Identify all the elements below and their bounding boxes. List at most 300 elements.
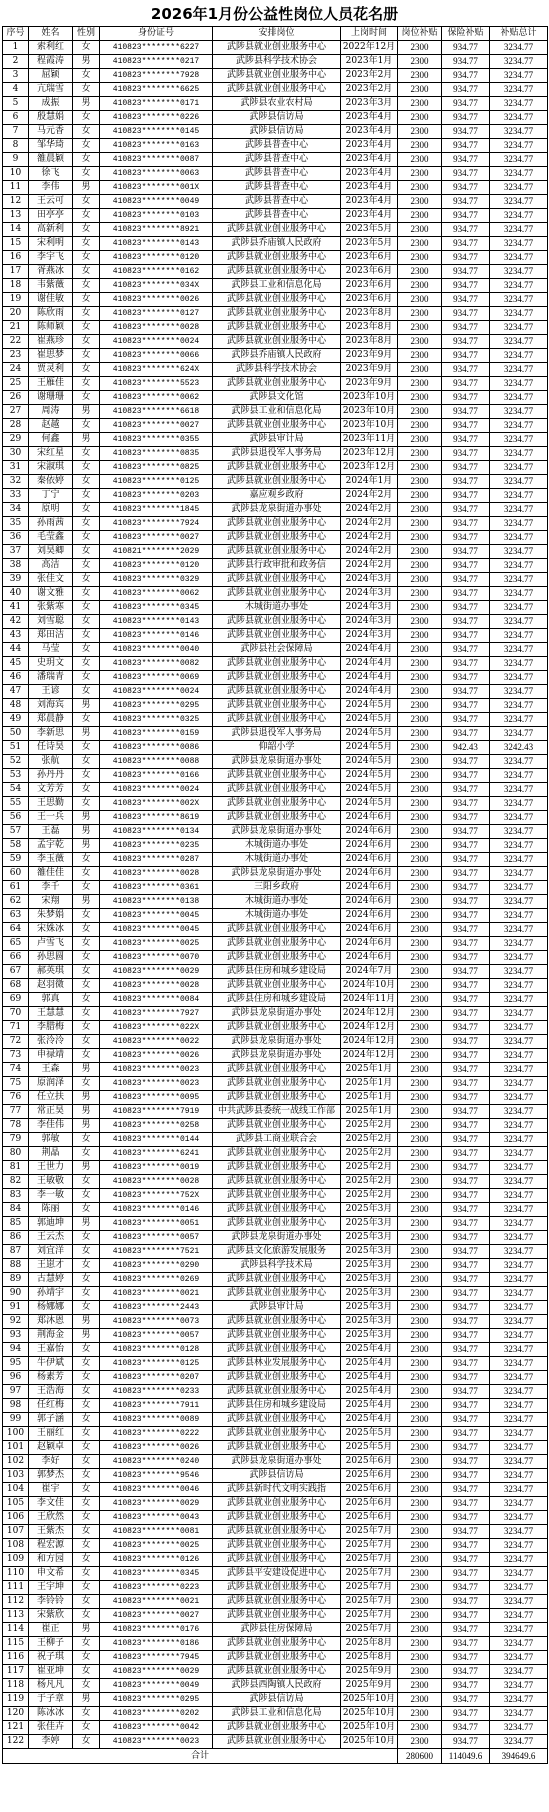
cell-id-number: 410823********0029 [100,965,213,979]
cell-start-date: 2024年5月 [341,755,398,769]
cell-post-subsidy: 2300 [398,153,442,167]
cell-post: 武陟县就业创业服务中心 [213,1735,341,1749]
cell-start-date: 2024年1月 [341,475,398,489]
cell-id-number: 410823********2443 [100,1301,213,1315]
cell-name: 杨娜娜 [29,1301,73,1315]
cell-post: 武陟县科学技术局 [213,1259,341,1273]
cell-gender: 男 [73,699,100,713]
cell-post: 武陟县就业创业服务中心 [213,545,341,559]
cell-gender: 女 [73,1133,100,1147]
cell-index: 120 [3,1707,29,1721]
cell-post-subsidy: 2300 [398,1329,442,1343]
cell-post: 武陟县退役军人事务局 [213,447,341,461]
table-row [3,895,548,909]
cell-insurance-subsidy: 934.77 [442,965,490,979]
cell-insurance-subsidy: 934.77 [442,1091,490,1105]
cell-post: 武陟县信访局 [213,111,341,125]
cell-total-subsidy: 3234.77 [490,139,548,153]
table-row [3,1049,548,1063]
cell-total-subsidy: 3234.77 [490,223,548,237]
cell-post: 武陟县工业和信息化局 [213,1707,341,1721]
cell-post: 武陟县农业农村局 [213,97,341,111]
cell-post-subsidy: 2300 [398,741,442,755]
cell-gender: 女 [73,1371,100,1385]
table-row [3,475,548,489]
cell-total-subsidy: 3234.77 [490,881,548,895]
cell-name: 邹华琦 [29,139,73,153]
cell-start-date: 2023年4月 [341,209,398,223]
cell-index: 115 [3,1637,29,1651]
cell-id-number: 410823********0134 [100,825,213,839]
cell-post: 武陟县龙泉街道办事处 [213,755,341,769]
table-row [3,1119,548,1133]
cell-id-number: 410823********0171 [100,97,213,111]
table-row [3,825,548,839]
cell-insurance-subsidy: 934.77 [442,1329,490,1343]
table-row [3,1721,548,1735]
cell-gender: 女 [73,1609,100,1623]
cell-name: 宋翔 [29,895,73,909]
cell-index: 74 [3,1063,29,1077]
cell-index: 42 [3,615,29,629]
cell-insurance-subsidy: 934.77 [442,125,490,139]
cell-total-subsidy: 3234.77 [490,251,548,265]
cell-gender: 女 [73,167,100,181]
cell-total-subsidy: 3234.77 [490,489,548,503]
cell-name: 李文佳 [29,1497,73,1511]
col-post-subsidy: 岗位补贴 [398,27,442,41]
cell-id-number: 410823********0095 [100,1091,213,1105]
cell-post: 武陟县就业创业服务中心 [213,1721,341,1735]
cell-start-date: 2025年6月 [341,1455,398,1469]
cell-post-subsidy: 2300 [398,1651,442,1665]
cell-id-number: 410823********0019 [100,1161,213,1175]
cell-post: 木城街道办事处 [213,909,341,923]
cell-id-number: 410823********0146 [100,629,213,643]
cell-total-subsidy: 3234.77 [490,97,548,111]
cell-post-subsidy: 2300 [398,1707,442,1721]
cell-total-subsidy: 3234.77 [490,181,548,195]
table-row [3,587,548,601]
cell-total-subsidy: 3234.77 [490,811,548,825]
cell-id-number: 410823********0023 [100,1077,213,1091]
cell-gender: 女 [73,1385,100,1399]
cell-name: 王世力 [29,1161,73,1175]
cell-index: 86 [3,1231,29,1245]
cell-gender: 女 [73,489,100,503]
cell-name: 谢佳敏 [29,293,73,307]
cell-start-date: 2025年4月 [341,1399,398,1413]
cell-id-number: 410823********8921 [100,223,213,237]
col-post: 安排岗位 [213,27,341,41]
cell-insurance-subsidy: 934.77 [442,1273,490,1287]
cell-insurance-subsidy: 934.77 [442,349,490,363]
cell-total-subsidy: 3234.77 [490,1413,548,1427]
cell-total-subsidy: 3234.77 [490,1217,548,1231]
cell-name: 王谚 [29,685,73,699]
table-row [3,1441,548,1455]
cell-index: 70 [3,1007,29,1021]
table-row [3,1483,548,1497]
cell-id-number: 410823********0063 [100,167,213,181]
cell-total-subsidy: 3234.77 [490,1595,548,1609]
cell-post-subsidy: 2300 [398,1385,442,1399]
table-row [3,1469,548,1483]
cell-total-subsidy: 3234.77 [490,209,548,223]
cell-index: 33 [3,489,29,503]
cell-name: 王慧慧 [29,1007,73,1021]
cell-name: 刘雪聪 [29,615,73,629]
cell-index: 71 [3,1021,29,1035]
table-row [3,1595,548,1609]
cell-index: 30 [3,447,29,461]
cell-post-subsidy: 2300 [398,1567,442,1581]
cell-id-number: 410823********0045 [100,909,213,923]
table-row [3,419,548,433]
cell-gender: 女 [73,41,100,55]
cell-insurance-subsidy: 934.77 [442,251,490,265]
cell-id-number: 410823********7924 [100,517,213,531]
cell-gender: 女 [73,1301,100,1315]
cell-index: 34 [3,503,29,517]
table-row [3,545,548,559]
cell-start-date: 2023年10月 [341,419,398,433]
cell-gender: 女 [73,1413,100,1427]
cell-index: 68 [3,979,29,993]
cell-post-subsidy: 2300 [398,685,442,699]
cell-post: 武陟县就业创业服务中心 [213,1553,341,1567]
cell-index: 65 [3,937,29,951]
cell-insurance-subsidy: 934.77 [442,279,490,293]
cell-id-number: 410823********1845 [100,503,213,517]
cell-name: 孙丹丹 [29,769,73,783]
cell-post: 武陟县就业创业服务中心 [213,265,341,279]
cell-post: 武陟县就业创业服务中心 [213,1217,341,1231]
cell-start-date: 2025年8月 [341,1637,398,1651]
cell-post: 武陟县就业创业服务中心 [213,797,341,811]
cell-gender: 女 [73,643,100,657]
cell-id-number: 410823********0226 [100,111,213,125]
cell-id-number: 410823********0025 [100,1539,213,1553]
cell-name: 秦依婷 [29,475,73,489]
cell-post-subsidy: 2300 [398,1525,442,1539]
cell-id-number: 410823********5523 [100,377,213,391]
cell-id-number: 410823********0162 [100,265,213,279]
cell-name: 宋紫欣 [29,1609,73,1623]
table-row [3,783,548,797]
cell-name: 王柳子 [29,1637,73,1651]
cell-start-date: 2023年3月 [341,97,398,111]
cell-insurance-subsidy: 934.77 [442,1623,490,1637]
table-row [3,797,548,811]
cell-id-number: 410823********7928 [100,69,213,83]
cell-name: 雒佳佳 [29,867,73,881]
cell-id-number: 410823********0125 [100,475,213,489]
cell-index: 32 [3,475,29,489]
cell-post-subsidy: 2300 [398,895,442,909]
cell-insurance-subsidy: 934.77 [442,1483,490,1497]
cell-id-number: 410823********0258 [100,1119,213,1133]
cell-name: 李伟 [29,181,73,195]
cell-name: 王一兵 [29,811,73,825]
cell-total-subsidy: 3234.77 [490,1735,548,1749]
cell-insurance-subsidy: 934.77 [442,1147,490,1161]
cell-start-date: 2024年5月 [341,769,398,783]
cell-start-date: 2024年7月 [341,965,398,979]
cell-insurance-subsidy: 934.77 [442,167,490,181]
cell-id-number: 410823********0126 [100,1553,213,1567]
table-row [3,1609,548,1623]
cell-name: 郑沐恩 [29,1315,73,1329]
page-title: 2026年1月份公益性岗位人员花名册 [150,5,399,23]
cell-index: 80 [3,1147,29,1161]
cell-gender: 女 [73,461,100,475]
cell-gender: 女 [73,993,100,1007]
cell-gender: 女 [73,279,100,293]
cell-start-date: 2023年8月 [341,321,398,335]
cell-post: 武陟县信访局 [213,1469,341,1483]
cell-post-subsidy: 2300 [398,489,442,503]
cell-id-number: 410823********0027 [100,531,213,545]
cell-insurance-subsidy: 934.77 [442,853,490,867]
cell-start-date: 2023年4月 [341,153,398,167]
cell-insurance-subsidy: 934.77 [442,265,490,279]
cell-total-subsidy: 3234.77 [490,1483,548,1497]
table-row [3,965,548,979]
table-row [3,1035,548,1049]
table-row [3,1735,548,1749]
cell-total-subsidy: 3234.77 [490,1497,548,1511]
cell-name: 文芳芳 [29,783,73,797]
table-row [3,321,548,335]
cell-gender: 女 [73,377,100,391]
cell-gender: 女 [73,601,100,615]
table-row [3,405,548,419]
cell-id-number: 410823********0145 [100,125,213,139]
cell-index: 109 [3,1553,29,1567]
cell-post-subsidy: 2300 [398,1469,442,1483]
cell-index: 101 [3,1441,29,1455]
cell-index: 83 [3,1189,29,1203]
cell-insurance-subsidy: 934.77 [442,377,490,391]
cell-id-number: 410823********0087 [100,153,213,167]
cell-id-number: 410823********0042 [100,1721,213,1735]
cell-start-date: 2025年7月 [341,1581,398,1595]
cell-start-date: 2025年7月 [341,1609,398,1623]
cell-total-subsidy: 3234.77 [490,1161,548,1175]
cell-name: 郭梦杰 [29,1469,73,1483]
cell-index: 64 [3,923,29,937]
cell-insurance-subsidy: 934.77 [442,1553,490,1567]
cell-post: 中共武陟县委统一战线工作部 [213,1105,341,1119]
cell-start-date: 2024年5月 [341,783,398,797]
cell-total-subsidy: 3234.77 [490,153,548,167]
cell-gender: 女 [73,293,100,307]
cell-post: 武陟县就业创业服务中心 [213,41,341,55]
table-row [3,461,548,475]
cell-name: 成振 [29,97,73,111]
cell-id-number: 410823********0355 [100,433,213,447]
cell-gender: 男 [73,1623,100,1637]
table-row [3,853,548,867]
cell-start-date: 2025年1月 [341,1105,398,1119]
cell-name: 李佳伟 [29,1119,73,1133]
cell-id-number: 410823********624X [100,363,213,377]
table-row [3,1273,548,1287]
cell-insurance-subsidy: 934.77 [442,1735,490,1749]
cell-post: 武陟县就业创业服务中心 [213,573,341,587]
cell-id-number: 410823********0022 [100,1035,213,1049]
cell-insurance-subsidy: 934.77 [442,321,490,335]
cell-start-date: 2025年7月 [341,1595,398,1609]
cell-id-number: 410823********0062 [100,587,213,601]
cell-start-date: 2025年3月 [341,1217,398,1231]
cell-gender: 女 [73,657,100,671]
cell-gender: 女 [73,1399,100,1413]
cell-total-subsidy: 3234.77 [490,1189,548,1203]
cell-name: 李腊梅 [29,1021,73,1035]
cell-index: 36 [3,531,29,545]
cell-total-subsidy: 3234.77 [490,853,548,867]
cell-post-subsidy: 2300 [398,979,442,993]
table-row [3,251,548,265]
cell-name: 郑晨静 [29,713,73,727]
cell-start-date: 2023年4月 [341,125,398,139]
cell-id-number: 410823********0144 [100,1133,213,1147]
cell-total-subsidy: 3234.77 [490,1469,548,1483]
cell-gender: 女 [73,629,100,643]
cell-id-number: 410823********0186 [100,1637,213,1651]
cell-gender: 女 [73,937,100,951]
cell-total-subsidy: 3234.77 [490,797,548,811]
table-row [3,1259,548,1273]
cell-id-number: 410823********9546 [100,1469,213,1483]
cell-name: 任诗昊 [29,741,73,755]
cell-post-subsidy: 2300 [398,55,442,69]
cell-post-subsidy: 2300 [398,461,442,475]
cell-index: 111 [3,1581,29,1595]
cell-insurance-subsidy: 934.77 [442,237,490,251]
cell-id-number: 410823********0028 [100,979,213,993]
cell-insurance-subsidy: 934.77 [442,1301,490,1315]
cell-id-number: 410823********0125 [100,1357,213,1371]
col-index: 序号 [3,27,29,41]
cell-insurance-subsidy: 934.77 [442,615,490,629]
cell-post: 武陟县就业创业服务中心 [213,713,341,727]
cell-index: 38 [3,559,29,573]
cell-post: 武陟县龙泉街道办事处 [213,867,341,881]
cell-post: 武陟县就业创业服务中心 [213,1119,341,1133]
cell-insurance-subsidy: 934.77 [442,559,490,573]
cell-insurance-subsidy: 934.77 [442,769,490,783]
cell-total-subsidy: 3234.77 [490,951,548,965]
cell-post-subsidy: 2300 [398,573,442,587]
cell-id-number: 410823********7919 [100,1105,213,1119]
cell-id-number: 410823********0143 [100,615,213,629]
cell-post-subsidy: 2300 [398,601,442,615]
cell-id-number: 410823********0240 [100,1455,213,1469]
cell-gender: 男 [73,1693,100,1707]
cell-post-subsidy: 2300 [398,1245,442,1259]
cell-name: 荆晶 [29,1147,73,1161]
cell-start-date: 2023年9月 [341,363,398,377]
cell-id-number: 410823********0290 [100,1259,213,1273]
cell-gender: 女 [73,1245,100,1259]
cell-post: 武陟县就业创业服务中心 [213,223,341,237]
cell-total-subsidy: 3234.77 [490,405,548,419]
cell-start-date: 2025年2月 [341,1161,398,1175]
cell-post: 武陟县就业创业服务中心 [213,671,341,685]
cell-total-subsidy: 3234.77 [490,559,548,573]
cell-start-date: 2024年6月 [341,853,398,867]
cell-post: 武陟县就业创业服务中心 [213,1189,341,1203]
cell-insurance-subsidy: 934.77 [442,503,490,517]
cell-post-subsidy: 2300 [398,937,442,951]
cell-post: 武陟县就业创业服务中心 [213,307,341,321]
cell-gender: 女 [73,1511,100,1525]
cell-insurance-subsidy: 934.77 [442,1259,490,1273]
cell-start-date: 2023年4月 [341,181,398,195]
cell-insurance-subsidy: 934.77 [442,293,490,307]
cell-name: 高洁 [29,559,73,573]
cell-gender: 女 [73,979,100,993]
cell-index: 121 [3,1721,29,1735]
cell-start-date: 2023年6月 [341,265,398,279]
cell-total-subsidy: 3234.77 [490,1623,548,1637]
table-row [3,657,548,671]
cell-start-date: 2025年1月 [341,1077,398,1091]
table-row [3,139,548,153]
cell-insurance-subsidy: 934.77 [442,643,490,657]
cell-insurance-subsidy: 934.77 [442,1077,490,1091]
cell-gender: 女 [73,1273,100,1287]
table-row [3,363,548,377]
cell-post: 武陟县审计局 [213,433,341,447]
cell-start-date: 2025年10月 [341,1693,398,1707]
cell-id-number: 410823********0066 [100,349,213,363]
cell-insurance-subsidy: 934.77 [442,979,490,993]
cell-gender: 男 [73,839,100,853]
table-row [3,867,548,881]
cell-name: 杨凡凡 [29,1679,73,1693]
cell-id-number: 410823********8619 [100,811,213,825]
table-row [3,293,548,307]
table-row [3,1315,548,1329]
cell-post: 武陟县就业创业服务中心 [213,587,341,601]
cell-post: 武陟县普查中心 [213,139,341,153]
cell-insurance-subsidy: 934.77 [442,1707,490,1721]
cell-post: 武陟县审计局 [213,1301,341,1315]
cell-total-subsidy: 3234.77 [490,1441,548,1455]
cell-index: 100 [3,1427,29,1441]
cell-total-subsidy: 3234.77 [490,713,548,727]
cell-total-subsidy: 3234.77 [490,699,548,713]
cell-total-subsidy: 3234.77 [490,349,548,363]
cell-insurance-subsidy: 934.77 [442,83,490,97]
cell-total-subsidy: 3234.77 [490,1721,548,1735]
table-row [3,167,548,181]
table-row [3,881,548,895]
cell-post-subsidy: 2300 [398,1301,442,1315]
table-row [3,573,548,587]
cell-gender: 女 [73,1553,100,1567]
cell-id-number: 410823********0049 [100,195,213,209]
cell-post-subsidy: 2300 [398,1693,442,1707]
cell-index: 58 [3,839,29,853]
cell-post: 武陟县就业创业服务中心 [213,769,341,783]
table-row [3,153,548,167]
cell-post-subsidy: 2300 [398,1287,442,1301]
